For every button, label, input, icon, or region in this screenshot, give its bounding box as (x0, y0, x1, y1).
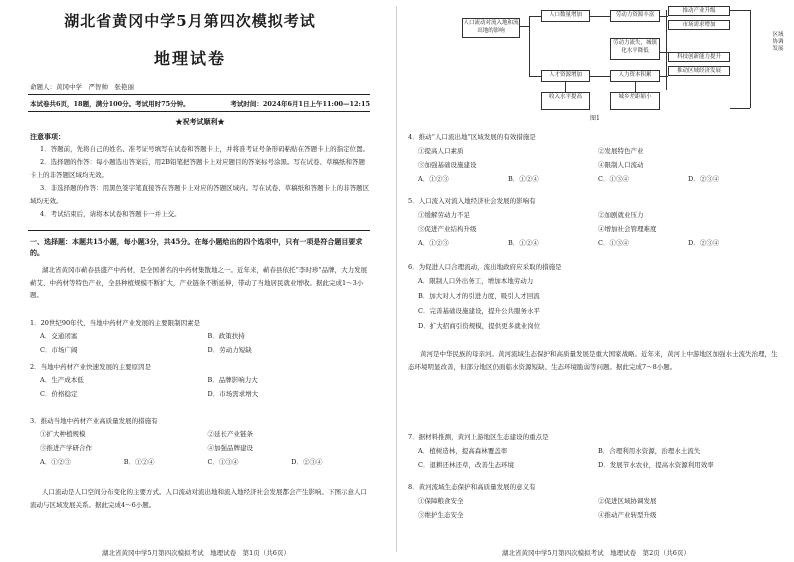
option-b: B．品牌影响力大 (207, 376, 258, 384)
statement-3: ③维护生态安全 (418, 511, 464, 519)
option-d: D．市场需求增大 (207, 390, 259, 398)
flow-box-main: 人口流动对流入地和流出地的影响 (462, 18, 520, 38)
option-b: B．①②④ (123, 458, 155, 466)
material-passage-3: 黄河是中华民族的母亲河。黄河流域生态保护和高质量发展是重大国家战略。近年来，黄河上中游地区加强水土流失治理，生态环境明显改善，但部分地区仍面临水资源短缺、生态环境脆弱等问题。据此完成7～8小题。 (408, 350, 778, 371)
notice-item: 1．答题前，先将自己的姓名、准考证号填写在试卷和答题卡上，并将准考证号条形码粘贴在答题卡上的指定位置。 (40, 145, 370, 153)
option-a: A．①②③ (418, 239, 449, 247)
option-c: C．①③④ (207, 458, 239, 466)
flow-box-consumption: 市场需求增加 (668, 20, 730, 30)
option-a: A．①②③ (40, 458, 71, 466)
question-stem: 6．为促进人口合理流动，流出地政府应采取的措施是 (408, 263, 562, 271)
question-2 (30, 362, 375, 398)
statement-2: ②促进区域协调发展 (598, 497, 657, 505)
header-rule (28, 94, 370, 95)
question-4 (408, 132, 778, 183)
question-3 (30, 416, 375, 466)
option-c: C．退耕还林还草，改善生态环境 (418, 461, 514, 469)
flowchart-figure (460, 4, 784, 114)
option-a: A．限制人口外出务工，增加本地劳动力 (418, 277, 534, 285)
option-c: C．①③④ (598, 175, 629, 183)
option-c: C．①③④ (598, 239, 629, 247)
option-c: C．市场广阔 (40, 346, 78, 354)
option-a: A．①②③ (418, 175, 449, 183)
statement-3: ③促进产业结构升级 (418, 225, 477, 233)
page-footer: 湖北省黄冈中学5月第四次模拟考试 地理试卷 第1页（共6页） (102, 549, 290, 557)
flow-box-capital: 人力资本积累 (610, 70, 660, 82)
exam-info-left: 本试卷共6页，18题，满分100分。考试用时75分钟。 (30, 100, 190, 108)
option-b: B．加大对人才的引进力度，吸引人才回流 (418, 292, 540, 300)
page-footer: 湖北省黄冈中学5月第四次模拟考试 地理试卷 第2页（共6页） (502, 549, 690, 557)
flow-box-gap: 城乡差距缩小 (610, 92, 660, 110)
page-right (400, 0, 792, 562)
notice-item: 2．选择题的作答：每小题选出答案后，用2B铅笔把答题卡上对应题目的答案标号涂黑。写在试卷、草稿纸和答题卡上的非答题区域均无效。 (30, 158, 366, 179)
question-stem: 8．黄河流域生态保护和高质量发展的意义有 (408, 483, 536, 491)
figure-caption: 图1 (590, 115, 600, 122)
page-left (0, 0, 392, 562)
question-1 (30, 318, 375, 354)
notice-header: 注意事项： (30, 132, 65, 141)
statement-4: ④增加社会管理难度 (598, 225, 657, 233)
question-5 (408, 196, 778, 247)
statement-3: ③推进产学研合作 (40, 444, 92, 452)
exam-info-right: 考试时间：2024年6月1日上午11:00—12:15 (230, 100, 370, 108)
section-heading: 一、选择题：本题共15小题，每小题3分，共45分。在每小题给出的四个选项中，只有一项是符合题目要求的。 (30, 237, 363, 257)
flow-box-population: 人口数量增加 (541, 10, 590, 22)
exam-subtitle: 地理试卷 (153, 49, 226, 68)
statement-4: ④加强品牌建设 (207, 444, 253, 452)
statement-2: ②加剧就业压力 (598, 211, 644, 219)
question-7 (408, 432, 778, 469)
question-stem: 3．推动当地中药材产业高质量发展的措施有 (30, 417, 158, 425)
question-stem: 5．人口流入对流入地经济社会发展的影响有 (408, 197, 536, 205)
statement-1: ①保障粮食安全 (418, 497, 464, 505)
flow-box-income: 收入水平提高 (541, 92, 590, 110)
header-rule-2 (28, 111, 370, 112)
flow-box-innovation: 科技创新能力提升 (668, 52, 730, 62)
option-b: B．①②④ (508, 239, 539, 247)
statement-3: ③加强基础设施建设 (418, 161, 477, 169)
statement-2: ②发展特色产业 (598, 147, 644, 155)
option-d: D．发展节水农业，提高水资源利用效率 (598, 461, 714, 469)
notice-item: 4．考试结束后，请将本试卷和答题卡一并上交。 (40, 210, 181, 218)
section-rule (28, 230, 370, 231)
flow-box-economy: 推动区域经济发展 (668, 66, 730, 76)
option-a: A．植树造林，提高森林覆盖率 (418, 447, 508, 455)
flow-box-talent: 人才资源增加 (541, 70, 590, 82)
notice-block (30, 130, 370, 221)
option-b: B．①②④ (508, 175, 539, 183)
option-c: C．价格稳定 (40, 390, 78, 398)
question-stem: 7．据材料推测，黄河上游地区生态建设的重点是 (408, 433, 549, 441)
option-d: D．②③④ (291, 458, 323, 466)
page-divider (396, 6, 397, 552)
statement-1: ①提高人口素质 (418, 147, 464, 155)
statement-4: ④限制人口流动 (598, 161, 644, 169)
option-a: A．交通闭塞 (40, 332, 78, 340)
flow-box-industry: 推动产业升级 (668, 6, 730, 16)
option-c: C．完善基础设施建设，提升公共服务水平 (418, 307, 540, 315)
option-b: B．政策扶持 (207, 332, 245, 340)
statement-1: ①缓解劳动力不足 (418, 211, 470, 219)
author-line: 命题人：黄冈中学 严智帅 张艳丽 (30, 83, 134, 91)
good-luck-line: ★祝考试顺利★ (175, 117, 225, 126)
notice-item: 3．非选择题的作答：用黑色签字笔直接答在答题卡上对应的答题区域内。写在试卷、草稿纸和答题卡上的非答题区域均无效。 (30, 184, 370, 205)
option-d: D．②③④ (688, 239, 720, 247)
flow-vertical-label: 区域协调发展 (772, 32, 784, 52)
statement-4: ④推动产业转型升级 (598, 511, 657, 519)
question-stem: 4．推动“人口流出地”区域发展的有效措施是 (408, 133, 536, 141)
flow-box-labor: 劳动力资源丰富 (610, 10, 660, 22)
exam-info-line (30, 99, 370, 108)
material-passage-1: 湖北省黄冈市蕲春县盛产中药材，是全国著名的中药材集散地之一。近年来，蕲春县依托“李时珍”品牌，大力发展蕲艾、中药材等特色产业，全县种植规模不断扩大，产业链条不断延伸，带动了当地居民就业增收。据此完成1～3小题。 (30, 266, 368, 299)
option-d: D．扩大招商引资规模，提供更多就业岗位 (418, 322, 541, 330)
option-d: D．②③④ (688, 175, 720, 183)
flow-box-outflow: 劳动力流失，城镇化水平降低 (610, 38, 660, 60)
statement-1: ①扩大种植规模 (40, 430, 86, 438)
option-b: B．合理利用水资源，治理水土流失 (598, 447, 701, 455)
question-stem: 1．20世纪90年代，当地中药材产业发展的主要限制因素是 (30, 319, 201, 327)
question-8 (408, 482, 778, 519)
question-6 (408, 262, 778, 336)
exam-title: 湖北省黄冈中学5月第四次模拟考试 (64, 12, 316, 30)
option-d: D．劳动力短缺 (207, 346, 252, 354)
option-a: A．生产成本低 (40, 376, 84, 384)
question-stem: 2．当地中药材产业快速发展的主要原因是 (30, 363, 152, 371)
material-passage-2: 人口流动是人口空间分布变化的主要方式。人口流动对流出地和流入地经济社会发展都会产生影响。下图示意人口流动与区域发展关系。据此完成4～6小题。 (30, 488, 367, 509)
statement-2: ②延长产业链条 (207, 430, 253, 438)
